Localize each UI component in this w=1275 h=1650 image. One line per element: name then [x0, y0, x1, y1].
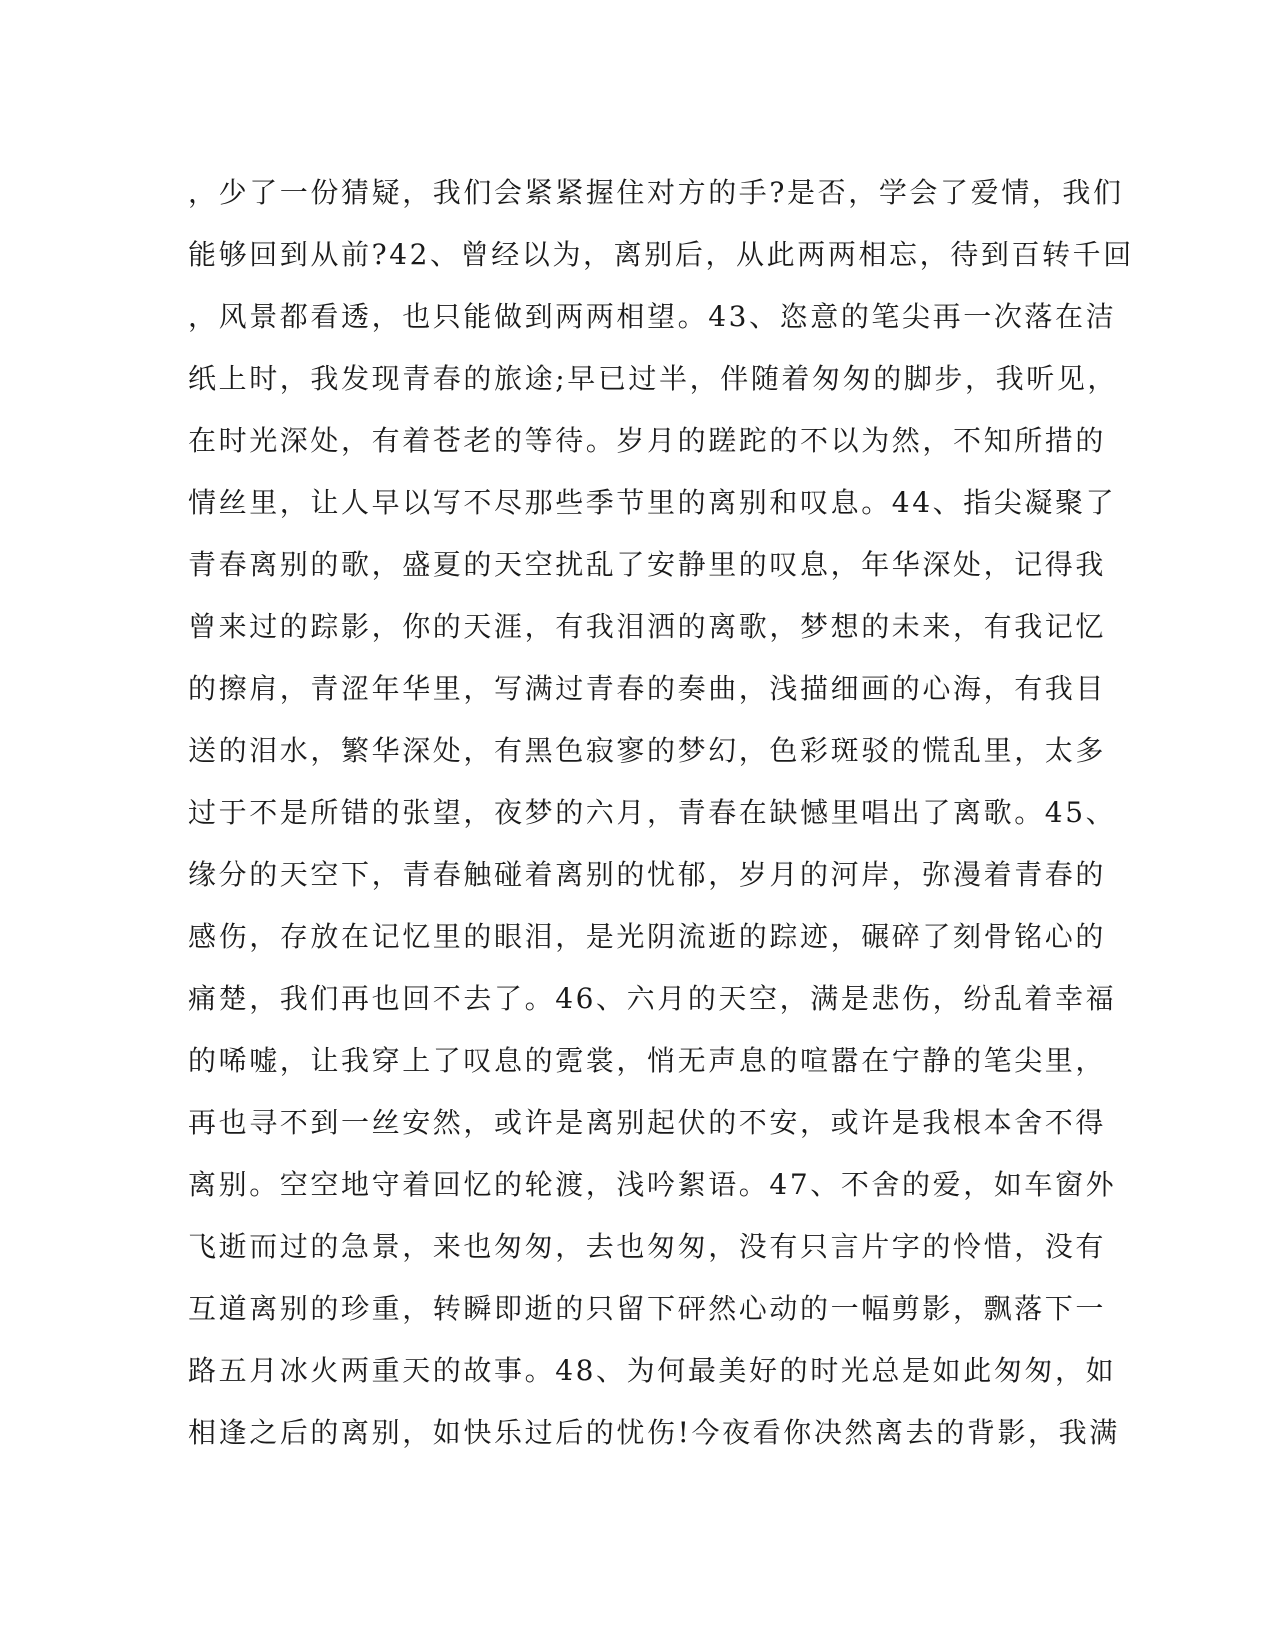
text-line: 送的泪水，繁华深处，有黑色寂寥的梦幻，色彩斑驳的慌乱里，太多	[188, 734, 1107, 767]
text-line: 再也寻不到一丝安然，或许是离别起伏的不安，或许是我根本舍不得	[188, 1106, 1107, 1139]
text-line: 能够回到从前?42、曾经以为，离别后，从此两两相忘，待到百转千回	[188, 238, 1134, 271]
text-line: 互道离别的珍重，转瞬即逝的只留下砰然心动的一幅剪影，飘落下一	[188, 1292, 1107, 1325]
text-line: ，少了一份猜疑，我们会紧紧握住对方的手?是否，学会了爱情，我们	[188, 176, 1124, 209]
text-line: 情丝里，让人早以写不尽那些季节里的离别和叹息。44、指尖凝聚了	[188, 486, 1117, 519]
text-line: 曾来过的踪影，你的天涯，有我泪洒的离歌，梦想的未来，有我记忆	[188, 610, 1107, 643]
text-line: 纸上时，我发现青春的旅途;早已过半，伴随着匆匆的脚步，我听见，	[188, 362, 1119, 395]
text-line: 缘分的天空下，青春触碰着离别的忧郁，岁月的河岸，弥漫着青春的	[188, 858, 1107, 891]
text-line: 的唏嘘，让我穿上了叹息的霓裳，悄无声息的喧嚣在宁静的笔尖里，	[188, 1044, 1107, 1077]
text-line: 相逢之后的离别，如快乐过后的忧伤!今夜看你决然离去的背影，我满	[188, 1416, 1120, 1449]
text-line: 飞逝而过的急景，来也匆匆，去也匆匆，没有只言片字的怜惜，没有	[188, 1230, 1107, 1263]
text-line: 过于不是所错的张望，夜梦的六月，青春在缺憾里唱出了离歌。45、	[188, 796, 1117, 829]
text-line: 离别。空空地守着回忆的轮渡，浅吟絮语。47、不舍的爱，如车窗外	[188, 1168, 1117, 1201]
text-line: 青春离别的歌，盛夏的天空扰乱了安静里的叹息，年华深处，记得我	[188, 548, 1107, 581]
text-line: 痛楚，我们再也回不去了。46、六月的天空，满是悲伤，纷乱着幸福	[188, 982, 1117, 1015]
text-line: 在时光深处，有着苍老的等待。岁月的蹉跎的不以为然，不知所措的	[188, 424, 1107, 457]
text-line: 路五月冰火两重天的故事。48、为何最美好的时光总是如此匆匆，如	[188, 1354, 1117, 1387]
text-line: ，风景都看透，也只能做到两两相望。43、恣意的笔尖再一次落在洁	[188, 300, 1117, 333]
body-text	[188, 162, 1134, 1464]
text-line: 感伤，存放在记忆里的眼泪，是光阴流逝的踪迹，碾碎了刻骨铭心的	[188, 920, 1107, 953]
text-line: 的擦肩，青涩年华里，写满过青春的奏曲，浅描细画的心海，有我目	[188, 672, 1107, 705]
